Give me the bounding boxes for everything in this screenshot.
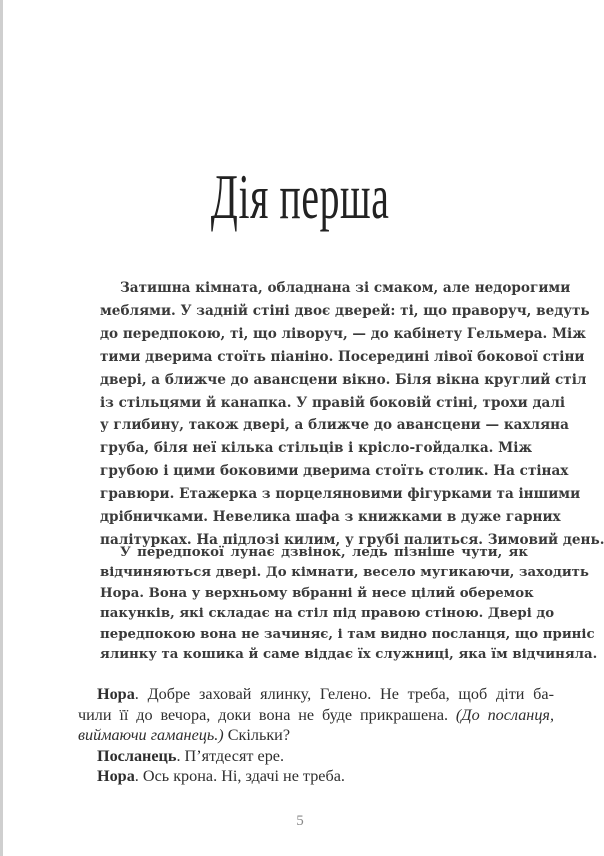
dialogue-line xyxy=(78,684,554,705)
text-line: відчиняються двері. До кімнати, весело мугикаючи, заходить xyxy=(100,565,589,581)
dialogue xyxy=(78,684,554,787)
speech-text: чили її до вечора, доки вона не буде прикрашена. xyxy=(78,705,456,724)
text-line: Затишна кімната, обладнана зі смаком, але недорогими xyxy=(120,280,571,296)
text-line: гравюри. Етажерка з порцеляновими фігурками та іншими xyxy=(100,486,581,503)
stage-direction-1 xyxy=(100,277,604,552)
text-line: меблями. У задній стіні двоє дверей: ті, що праворуч, ведуть xyxy=(100,302,590,319)
speaker-name: Посланець xyxy=(97,746,177,765)
speech-text: . Ось крона. Ні, здачі не треба. xyxy=(134,767,345,785)
text-line: дрібничками. Невелика шафа з книжками в дуже гарних xyxy=(100,509,561,526)
chapter-title xyxy=(0,160,600,234)
text-line: двері, а ближче до авансцени вікно. Біля вікна круглий стіл xyxy=(100,371,587,388)
remark-text: виймаючи гаманець.) xyxy=(78,726,224,744)
speech-text: Скільки? xyxy=(223,726,291,744)
text-line: ялинку та кошика й саме віддає їх служниці, яка їм відчиняла. xyxy=(100,647,598,663)
text-line: палітурках. На підлозі килим, у грубі палиться. Зимовий день. xyxy=(100,531,604,548)
page-number: 5 xyxy=(296,813,304,829)
speech-text: . П’ятдесят ере. xyxy=(176,746,285,765)
remark-text: (До посланця, xyxy=(455,705,554,724)
text-line: у глибину, також двері, а ближче до авансцени — кахляна xyxy=(100,417,569,434)
chapter-title-text: Дія перша xyxy=(210,161,390,232)
speaker-name: Нора xyxy=(97,685,135,703)
page-edge xyxy=(0,0,3,856)
text-line: пакунків, які складає на стіл під правою стіною. Двері до xyxy=(100,606,555,622)
text-line: передпокою вона не зачиняє, і там видно посланця, що приніс xyxy=(100,626,595,642)
text-line: груба, біля неї кілька стільців і крісло-гойдалка. Між xyxy=(100,440,533,457)
text-line: грубою і цими боковими дверима стоїть столик. На стінах xyxy=(100,463,569,480)
dialogue-line xyxy=(78,725,554,746)
text-line: тими дверима стоїть піаніно. Посередині лівої бокової стіни xyxy=(100,348,585,365)
text-line: У передпокої лунає дзвінок, ледь пізніше чути, як xyxy=(120,545,528,560)
speech-text: . Добре заховай ялинку, Гелено. Не треба, щоб діти ба- xyxy=(134,685,554,703)
text-line: до передпокою, ті, що ліворуч, — до кабінету Гельмера. Між xyxy=(100,325,586,342)
text-line: Нора. Вона у верхньому вбранні й несе цілий оберемок xyxy=(100,585,534,601)
dialogue-line xyxy=(78,746,554,767)
dialogue-line xyxy=(78,705,554,726)
stage-direction-2 xyxy=(100,543,598,665)
dialogue-line xyxy=(78,766,554,787)
text-line: із стільцями й канапка. У правій боковій стіні, трохи далі xyxy=(100,394,566,411)
speaker-name: Нора xyxy=(97,767,135,785)
